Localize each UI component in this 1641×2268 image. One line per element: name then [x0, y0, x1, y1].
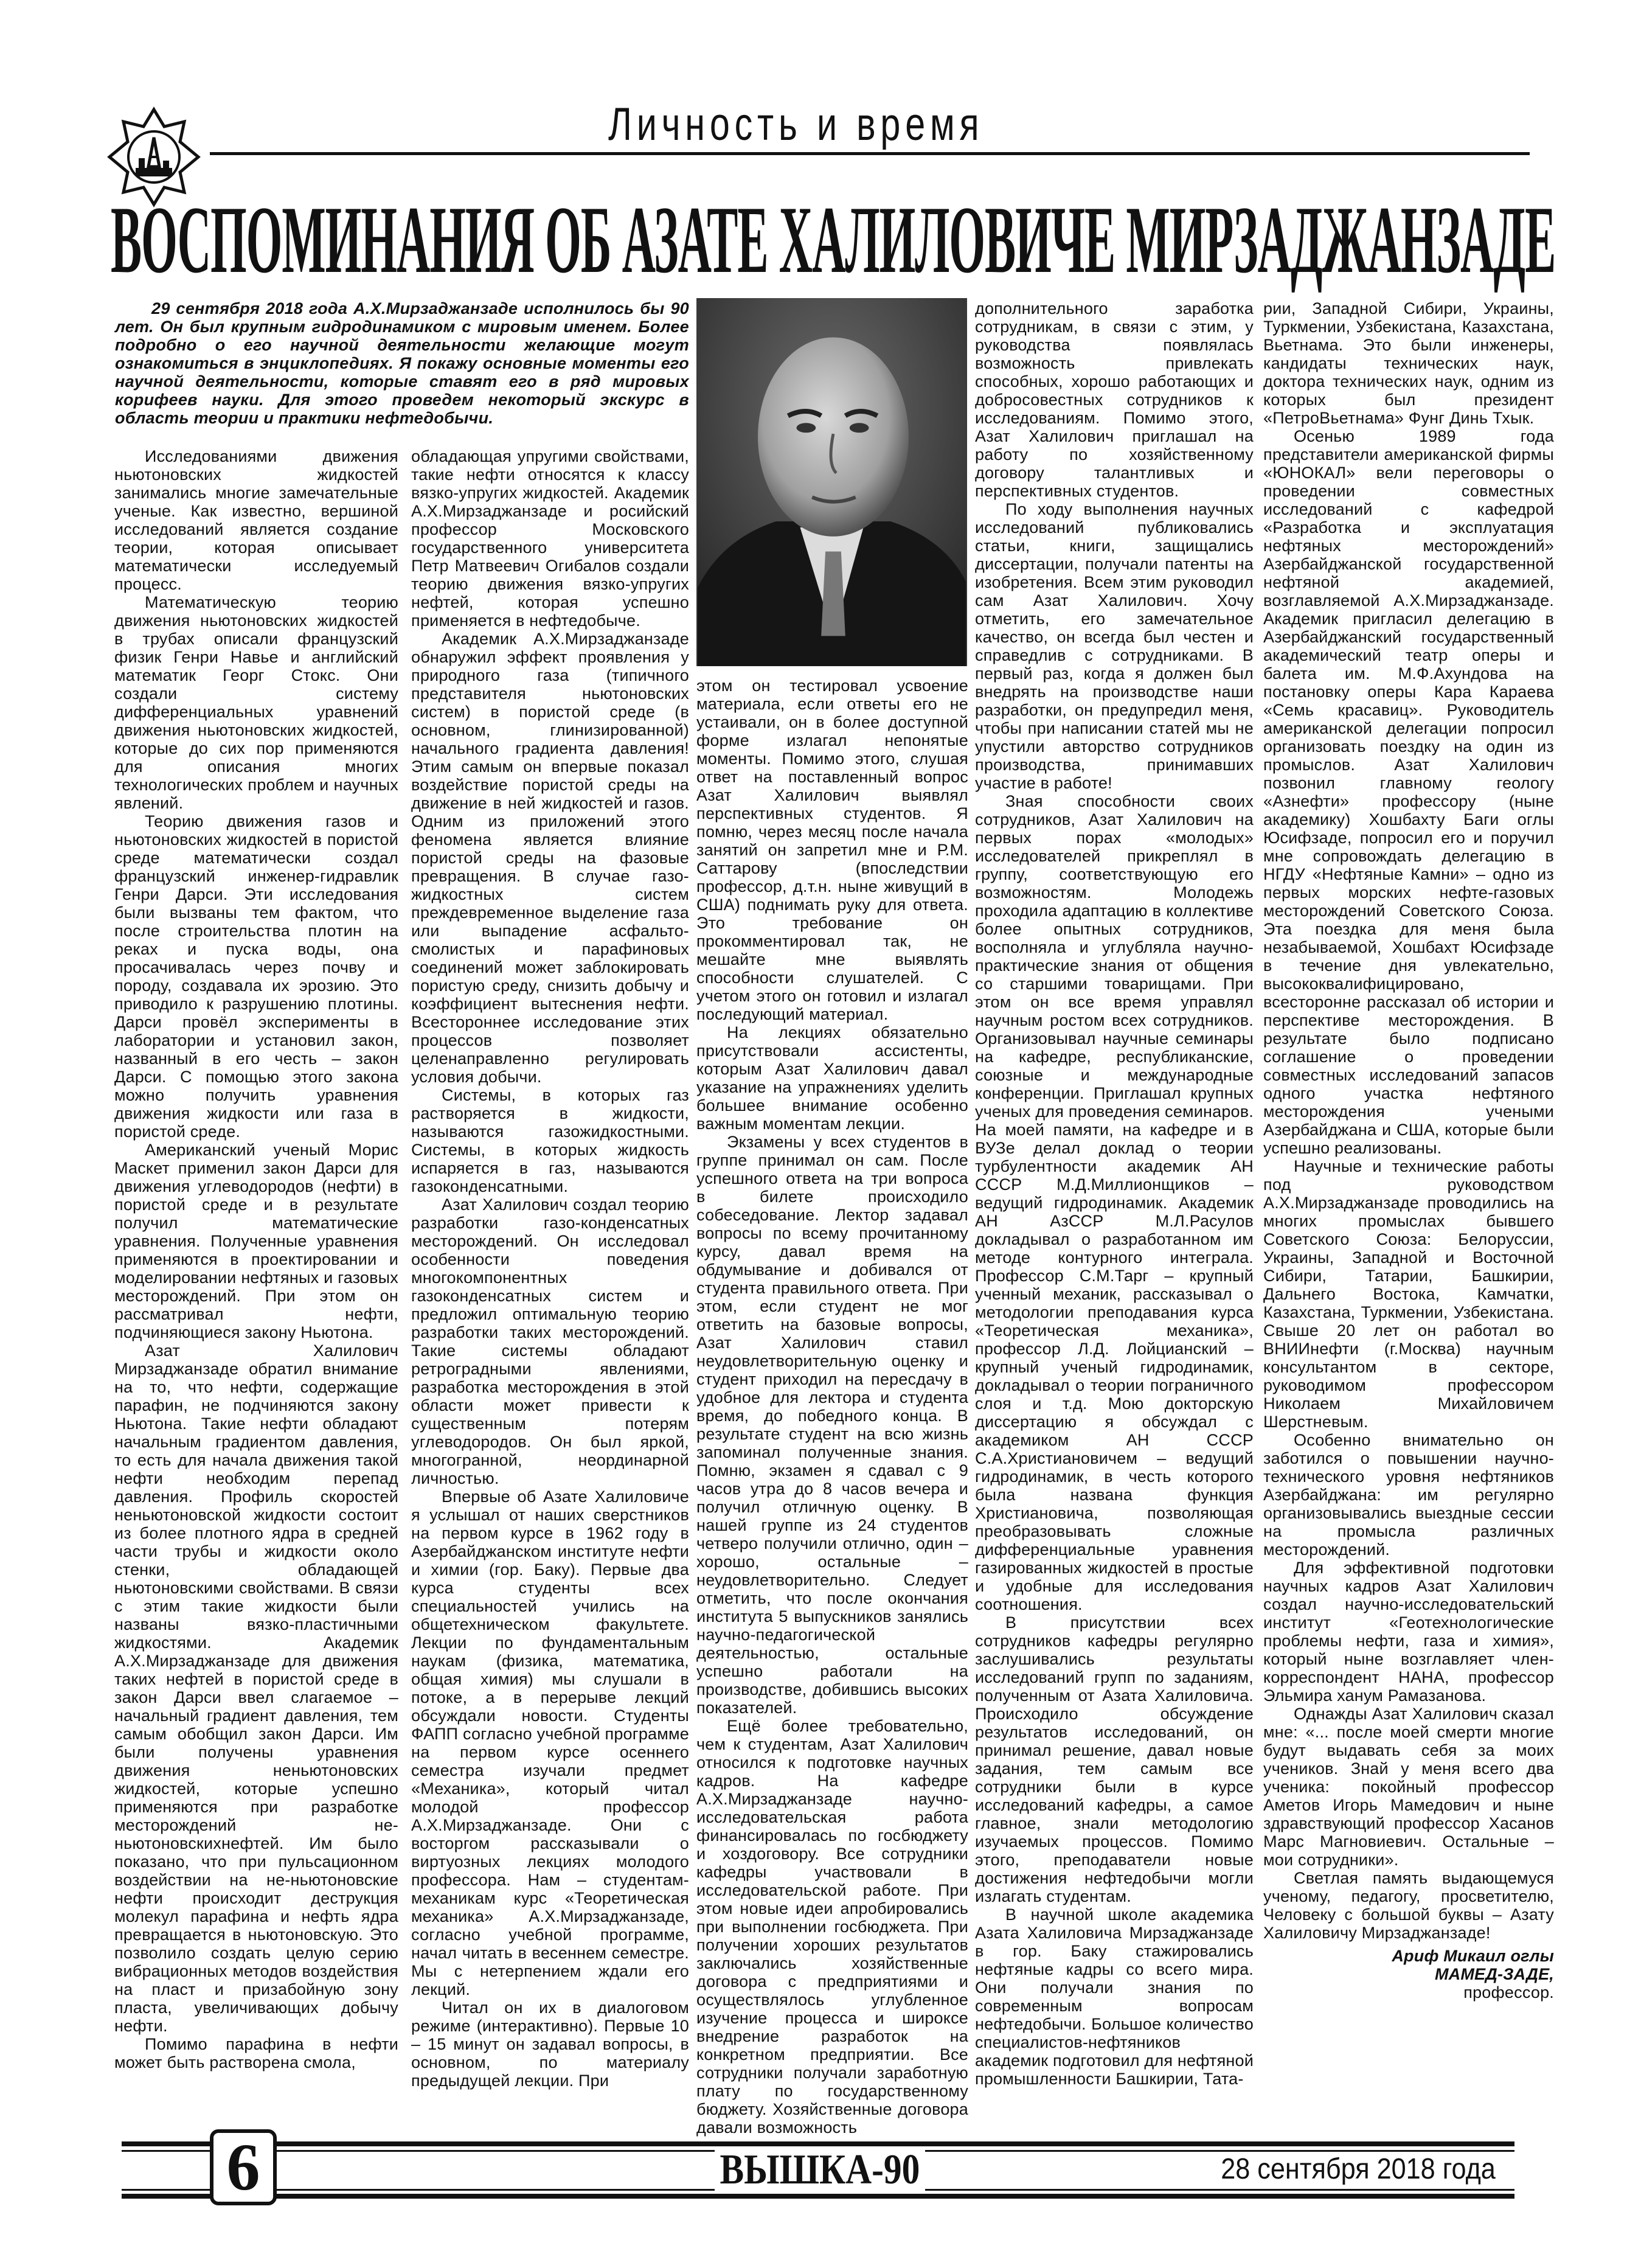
paragraph: На лекциях обязательно присутствовали ассистенты, которым Азат Халилович давал указание на упражнениях уделить большее внимание особенно важным моментам лекции.: [696, 1023, 968, 1133]
article-headline: ВОСПОМИНАНИЯ ОБ АЗАТЕ ХАЛИЛОВИЧЕ МИРЗАДЖАНЗАДЕ: [111, 187, 1556, 293]
paragraph: Системы, в которых газ растворяется в жидкости, называются газожидкостными. Системы, в которых жидкость испаряется в газ, называются газоконденсатными.: [411, 1086, 689, 1195]
portrait-image: [696, 298, 967, 666]
article-column-5: [1263, 299, 1554, 2126]
paragraph: Американский ученый Морис Маскет применил закон Дарси для движения углеводородов (нефти) в пористой среде и в результате получил математические уравнения. Полученные уравнения применяются в проектировании и моделировании нефтяных и газовых месторождений. При этом он рассматривал нефти, подчиняющиеся закону Ньютона.: [114, 1141, 398, 1341]
article-column-4: [975, 299, 1254, 2126]
paragraph: Математическую теорию движения ньютоновских жидкостей в трубах описали французский физик Генри Навье и английский математик Георг Стокс. Они создали систему дифференциальных уравнений движения ньютоновских жидкостей, которые до сих пор применяются для описания многих технологических проблем и научных явлений.: [114, 593, 398, 812]
article-lead: [115, 299, 689, 427]
author-name-line-2: МАМЕД-ЗАДЕ,: [1434, 1965, 1554, 1983]
author-name-line-1: Ариф Микаил оглы: [1392, 1947, 1554, 1965]
paragraph-continued: дополнительного заработка сотрудникам, в связи с этим, у руководства появлялась возможность привлекать способных, хорошо работающих и добросовестных сотрудников к исследованиям. Помимо этого, Азат Халилович приглашал на работу по хозяйственному договору талантливых и перспективных студентов.: [975, 299, 1254, 500]
section-divider: [210, 152, 1530, 155]
paragraph: В присутствии всех сотрудников кафедры регулярно заслушивались результаты исследований групп по заданиям, полученным от Азата Халиловича. Происходило обсуждение результатов исследований, он принимал решение, давал новые задания, тем самым все сотрудники были в курсе исследований кафедры, а самое главное, знали методологию изучаемых процессов. Помимо этого, преподаватели новые достижения нефтедобычи могли излагать студентам.: [975, 1613, 1254, 1905]
paragraph: Особенно внимательно он заботился о повышении научно-технического уровня нефтяников Азербайджана: им регулярно организовывались выездные сессии на промысла различных месторождений.: [1263, 1431, 1554, 1559]
paragraph-continued: рии, Западной Сибири, Украины, Туркмении, Узбекистана, Казахстана, Вьетнама. Это были инженеры, кандидаты технических наук, доктора технических наук, одним из которых был президент «ПетроВьетнама» Фунг Динь Тхык.: [1263, 299, 1554, 427]
paragraph: Исследованиями движения ньютоновских жидкостей занимались многие замечательные ученые. Как известно, вершиной исследований является создание теории, которая описывает математически исследуемый процесс.: [114, 447, 398, 593]
article-column-1: [114, 447, 398, 2126]
paragraph: Осенью 1989 года представители американской фирмы «ЮНОКАЛ» вели переговоры о проведении совместных исследований с кафедрой «Разработка и эксплуатация нефтяных месторождений» Азербайджанской государственной нефтяной академией, возглавляемой А.Х.Мирзаджанзаде. Академик пригласил делегацию в Азербайджанский государственный академический театр оперы и балета им. М.Ф.Ахундова на постановку оперы Кара Караева «Семь красавиц». Руководитель американской делегации попросил организовать поездку на один из промыслов. Азат Халилович позвонил главному геологу «Азнефти» профессору (ныне академику) Хошбахту Баги оглы Юсифзаде, попросил его и поручил мне сопровождать делегацию в НГДУ «Нефтяные Камни» – одно из первых морских нефте-газовых месторождений Советского Союза. Эта поездка для меня была незабываемой, Хошбахт Юсифзаде в течение дня увлекательно, высококвалифицировано, всесторонне рассказал об истории и перспективе месторождения. В результате было подписано соглашение о проведении совместных исследований запасов одного участка нефтяного месторождения учеными Азербайджана и США, которые были успешно реализованы.: [1263, 427, 1554, 1157]
issue-date: 28 сентября 2018 года: [1216, 2154, 1500, 2185]
page-number: 6: [210, 2129, 277, 2205]
paragraph: Светлая память выдающемуся ученому, педагогу, просветителю, Человеку с большой буквы – Азату Халиловичу Мирзаджанзаде!: [1263, 1869, 1554, 1942]
paragraph: Ещё более требовательно, чем к студентам, Азат Халилович относился к подготовке научных кадров. На кафедре А.Х.Мирзаджанзаде научно-исследовательская работа финансировалась по госбюджету и хоздоговору. Все сотрудники кафедры участвовали в исследовательской работе. При этом новые идеи апробировались при выполнении госбюджета. При получении хороших результатов заключались хозяйственные договора с предприятиями и осуществлялось углубленное изучение процесса и широксе внедрение разработок на конкретном предприятии. Все сотрудники получали заработную плату по государственному бюджету. Хозяйственные договора давали возможность: [696, 1717, 968, 2137]
paragraph: Читал он их в диалоговом режиме (интерактивно). Первые 10 – 15 минут он задавал вопросы, в основном, по материалу предыдущей лекции. При: [411, 1998, 689, 2090]
paragraph: Однажды Азат Халилович сказал мне: «... после моей смерти многие будут выдавать себя за моих учеников. Знай у меня всего два ученика: покойный профессор Аметов Игорь Мамедович и ныне здравствующий профессор Хасанов Марс Магновиевич. Остальные – мои сотрудники».: [1263, 1705, 1554, 1869]
paragraph: По ходу выполнения научных исследований публиковались статьи, книги, защищались диссертации, получали патенты на изобретения. Всем этим руководил сам Азат Халилович. Хочу отметить, его замечательное качество, он всегда был честен и справедлив с сотрудниками. В первый раз, когда я должен был внедрять на производстве наши разработки, он предупредил меня, чтобы при написании статей мы не упустили авторство сотрудников производства, принимавших участие в работе!: [975, 500, 1254, 792]
article-column-3: [696, 677, 968, 2137]
portrait-photo: [696, 298, 967, 666]
paragraph: В научной школе академика Азата Халиловича Мирзаджанзаде в гор. Баку стажировались нефтяные кадры со всего мира. Они получали знания по современным вопросам нефтедобычи. Большое количество специалистов-нефтяников академик подготовил для нефтяной промышленности Башкирии, Тата-: [975, 1905, 1254, 2088]
newspaper-name: ВЫШКА-90: [715, 2149, 925, 2191]
lead-paragraph: 29 сентября 2018 года А.Х.Мирзаджанзаде исполнилось бы 90 лет. Он был крупным гидродинамиком с мировым именем. Более подробно о его научной деятельности желающие могут ознакомиться в энциклопедиях. Я покажу основные моменты его научной деятельности, которые ставят его в ряд мировых корифеев науки. Для этого проведем некоторый экскурс в область теории и практики нефтедобычи.: [115, 299, 689, 427]
footer-rule: [122, 2141, 1514, 2146]
paragraph-continued: обладающая упругими свойствами, такие нефти относятся к классу вязко-упругих жидкостей. Академик А.Х.Мирзаджанзаде и росийский профессор Московского государственного университета Петр Матвеевич Огибалов создали теорию движения вязко-упругих нефтей, которая успешно применяется в нефтедобыче.: [411, 447, 689, 630]
article-column-2: [411, 447, 689, 2126]
paragraph: Для эффективной подготовки научных кадров Азат Халилович создал научно-исследовательский институт «Геотехнологические проблемы нефти, газа и химия», который ныне возглавляет член-корреспондент НАНА, профессор Эльмира ханум Рамазанова.: [1263, 1559, 1554, 1705]
author-title: профессор.: [1463, 1983, 1554, 2002]
section-title: Личность и время: [608, 99, 984, 150]
paragraph-continued: этом он тестировал усвоение материала, если ответы его не устаивали, он в более доступной форме излагал непонятые моменты. Помимо этого, слушая ответ на поставленный вопрос Азат Халилович выявлял перспективных студентов. Я помню, через месяц после начала занятий он запретил мне и Р.М. Саттарову (впоследствии профессор, д.т.н. ныне живущий в США) поднимать руку для ответа. Это требование он прокомментировал так, не мешайте мне выявлять способности слушателей. С учетом этого он готовил и излагал последующий материал.: [696, 677, 968, 1023]
paragraph: Впервые об Азате Халиловиче я услышал от наших сверстников на первом курсе в 1962 году в Азербайджанском институте нефти и химии (гор. Баку). Первые два курса студенты всех специальностей учились на общетехническом факультете. Лекции по фундаментальным наукам (физика, математика, общая химия) мы слушали в потоке, а в перерыве лекций обсуждали новости. Студенты ФАПП согласно учебной программе на первом курсе осеннего семестра изучали предмет «Механика», который читал молодой профессор А.Х.Мирзаджанзаде. Они с восторгом рассказывали о виртуозных лекциях молодого профессора. Нам – студентам-механикам курс «Теоретическая механика» А.Х.Мирзаджанзаде, согласно учебной программе, начал читать в весеннем семестре. Мы с нетерпением ждали его лекций.: [411, 1487, 689, 1998]
paragraph: Теорию движения газов и ньютоновских жидкостей в пористой среде математически создал французский инженер-гидравлик Генри Дарси. Эти исследования были вызваны тем фактом, что после строительства плотин на реках и пуска воды, она просачивалась через почву и породу, создавала их эрозию. Это приводило к разрушению плотины. Дарси провёл эксперименты в лаборатории и установил закон, названный в его честь – закон Дарси. С помощью этого закона можно получить уравнения движения жидкости или газа в пористой среде.: [114, 812, 398, 1141]
paragraph: Академик А.Х.Мирзаджанзаде обнаружил эффект проявления у природного газа (типичного представителя ньютоновских систем) в пористой среде (в основном, глинизированной) начального градиента давления! Этим самым он впервые показал воздействие пористой среды на движение в ней жидкостей и газов. Одним из приложений этого феномена является влияние пористой среды на фазовые превращения. В случае газо-жидкостных систем преждевременное выделение газа или выпадение асфальто-смолистых и парафиновых соединений может заблокировать пористую среду, снизить добычу и коэффициент вытеснения нефти. Всестороннее исследование этих процессов позволяет целенаправленно регулировать условия добычи.: [411, 630, 689, 1086]
paragraph: Помимо парафина в нефти может быть растворена смола,: [114, 2035, 398, 2071]
footer-rule: [122, 2194, 1514, 2199]
paragraph: Азат Халилович Мирзаджанзаде обратил внимание на то, что нефти, содержащие парафин, не подчиняются закону Ньютона. Такие нефти обладают начальным градиентом давления, то есть для начала движения такой нефти необходим перепад давления. Профиль скоростей неньютоновской жидкости состоит из более плотного ядра в средней части трубы и жидкости около стенки, обладающей ньютоновскими свойствами. В связи с этим такие жидкости были названы вязко-пластичными жидкостями. Академик А.Х.Мирзаджанзаде для движения таких нефтей в пористой среде в закон Дарси ввел слагаемое – начальный градиент давления, тем самым обобщил закон Дарси. Им были получены уравнения движения неньютоновских жидкостей, которые успешно применяются при разработке месторождений не-ньютоновскихнефтей. Им было показано, что при пульсационном воздействии на не-ньютоновские нефти происходит деструкция молекул парафина и нефть ядра превращается в ньютоновскую. Это позволило создать целую серию вибрационных методов воздействия на пласт и призабойную зону пласта, увеличивающих добычу нефти.: [114, 1341, 398, 2035]
paragraph: Зная способности своих сотрудников, Азат Халилович на первых порах «молодых» исследователей прикреплял в группу, соответствующую его возможностям. Молодежь проходила адаптацию в коллективе более опытных сотрудников, восполняла и углубляла научно-практические знания от общения со старшими товарищами. При этом он все время управлял научным ростом всех сотрудников. Организовывал научные семинары на кафедре, республиканские, союзные и международные конференции. Приглашал крупных ученых для проведения семинаров. На моей памяти, на кафедре и в ВУЗе делал доклад о теории турбулентности академик АН СССР М.Д.Миллионщиков – ведущий гидродинамик. Академик АН АзССР М.Л.Расулов докладывал о разработанном им методе контурного интеграла. Профессор С.М.Тарг – крупный ученный механик, рассказывал о методологии преподавания курса «Теоретическая механика», профессор Л.Д. Лойцианский – крупный ученый гидродинамик, докладывал о теории пограничного слоя и т.д. Мою докторскую диссертацию я обсуждал с академиком АН СССР С.А.Христиановичем – ведущий гидродинамик, в честь которого была названа функция Христиановича, позволяющая преобразовывать сложные дифференциальные уравнения газированных жидкостей в простые и удобные для исследования соотношения.: [975, 792, 1254, 1613]
paragraph: Экзамены у всех студентов в группе принимал он сам. После успешного ответа на три вопроса в билете происходило собеседование. Лектор задавал вопросы по всему прочитанному курсу, давал время на обдумывание и добивался от студента правильного ответа. При этом, если студент не мог ответить на базовые вопросы, Азат Халилович ставил неудовлетворительную оценку и студент приходил на пересдачу в удобное для лектора и студента время, до победного конца. В результате студент на всю жизнь запоминал полученные знания. Помню, экзамен я сдавал с 9 часов утра до 8 часов вечера и получил отличную оценку. В нашей группе из 24 студентов четверо получили отлично, один – хорошо, остальные – неудовлетворительно. Следует отметить, что после окончания института 5 выпускников занялись научно-педагогической деятельностью, остальные успешно работали на производстве, добившись высоких показателей.: [696, 1133, 968, 1717]
paragraph: Научные и технические работы под руководством А.Х.Мирзаджанзаде проводились на многих промыслах бывшего Советского Союза: Белоруссии, Украины, Западной и Восточной Сибири, Татарии, Башкирии, Дальнего Востока, Камчатки, Казахстана, Туркмении, Узбекистана. Свыше 20 лет он работал во ВНИИнефти (г.Москва) научным консультантом в секторе, руководимом профессором Николаем Михайловичем Шерстневым.: [1263, 1157, 1554, 1431]
paragraph: Азат Халилович создал теорию разработки газо-конденсатных месторождений. Он исследовал особенности поведения многокомпонентных газоконденсатных систем и предложил оптимальную теорию разработки таких месторождений. Такие системы обладают ретроградными явлениями, разработка месторождения в этой области может привести к существенным потерям углеводородов. Он был яркой, многогранной, неординарной личностью.: [411, 1195, 689, 1487]
